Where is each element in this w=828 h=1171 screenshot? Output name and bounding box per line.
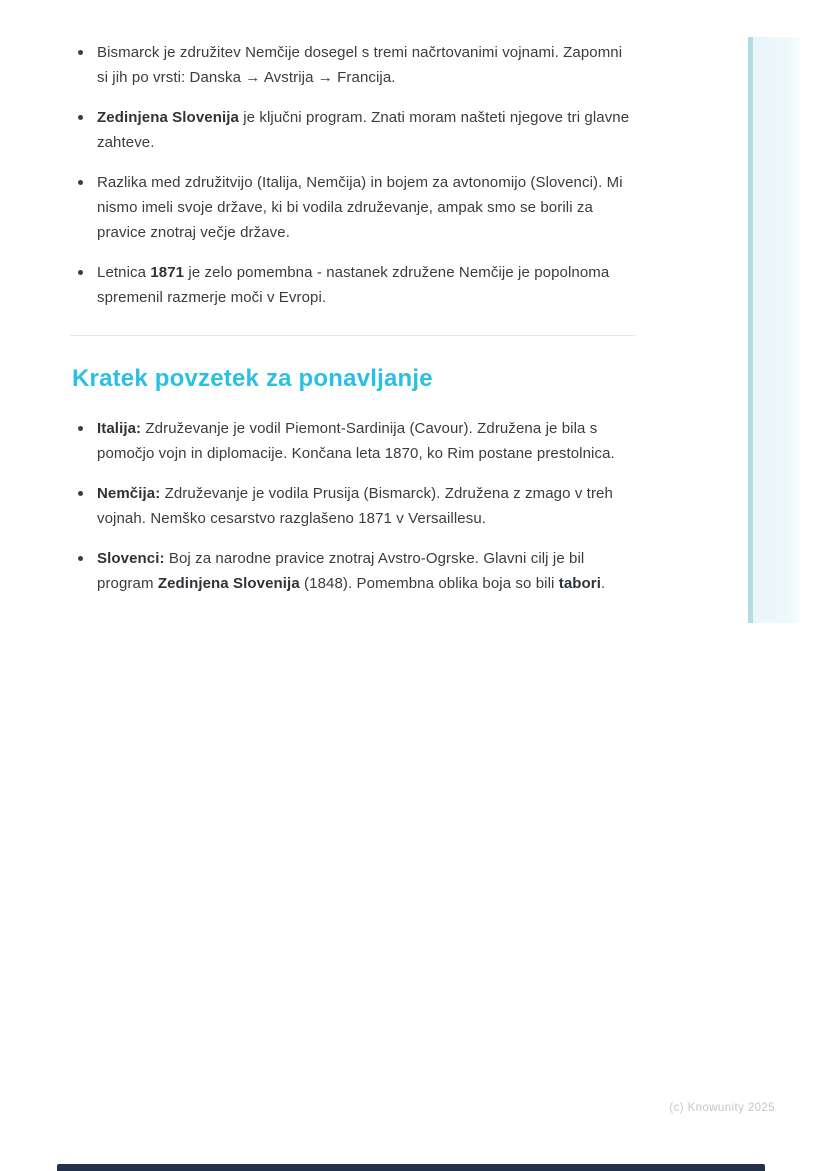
list-item-text: Zedinjena Slovenija je ključni program. Znati moram našteti njegove tri glavne zahteve. (97, 109, 630, 151)
list-item (72, 416, 635, 466)
notes-bullet-list (72, 40, 635, 310)
summary-section-heading: Kratek povzetek za ponavljanje (72, 365, 433, 392)
copyright-footer: (c) Knowunity 2025 (669, 1102, 775, 1114)
list-item-text: Bismarck je združitev Nemčije dosegel s tremi načrtovanimi vojnami. Zapomni si jih po vrsti: Danska → Avstrija → Francija. (97, 44, 623, 86)
list-item-text: Letnica 1871 je zelo pomembna - nastanek združene Nemčije je popolnoma spremenil razmerje moči v Evropi. (97, 264, 610, 306)
bullet-dot-icon (78, 426, 83, 431)
list-item (72, 260, 635, 310)
bullet-dot-icon (78, 180, 83, 185)
document-content (72, 40, 635, 596)
list-item-text: Italija: Združevanje je vodil Piemont-Sardinija (Cavour). Združena je bila s pomočjo vojn in diplomacije. Končana leta 1870, ko Rim postane prestolnica. (97, 420, 615, 462)
list-item-text: Razlika med združitvijo (Italija, Nemčija) in bojem za avtonomijo (Slovenci). Mi nismo imeli svoje države, ki bi vodila združevanje, ampak smo se borili za pravice znotraj večje države. (97, 174, 623, 241)
summary-bullet-list (72, 416, 635, 596)
section-divider (70, 335, 635, 336)
list-item (72, 481, 635, 531)
list-item (72, 40, 635, 90)
bullet-dot-icon (78, 491, 83, 496)
bullet-dot-icon (78, 270, 83, 275)
list-item (72, 105, 635, 155)
list-item-text: Nemčija: Združevanje je vodila Prusija (Bismarck). Združena z zmago v treh vojnah. Nemško cesarstvo razglašeno 1871 v Versaillesu. (97, 485, 613, 527)
bullet-dot-icon (78, 115, 83, 120)
bullet-dot-icon (78, 50, 83, 55)
next-page-edge (57, 1164, 765, 1171)
bullet-dot-icon (78, 556, 83, 561)
list-item-text: Slovenci: Boj za narodne pravice znotraj Avstro-Ogrske. Glavni cilj je bil program Zedinjena Slovenija (1848). Pomembna oblika boja so bili tabori. (97, 550, 606, 592)
next-page-side-strip (748, 37, 800, 623)
list-item (72, 170, 635, 245)
list-item (72, 546, 635, 596)
